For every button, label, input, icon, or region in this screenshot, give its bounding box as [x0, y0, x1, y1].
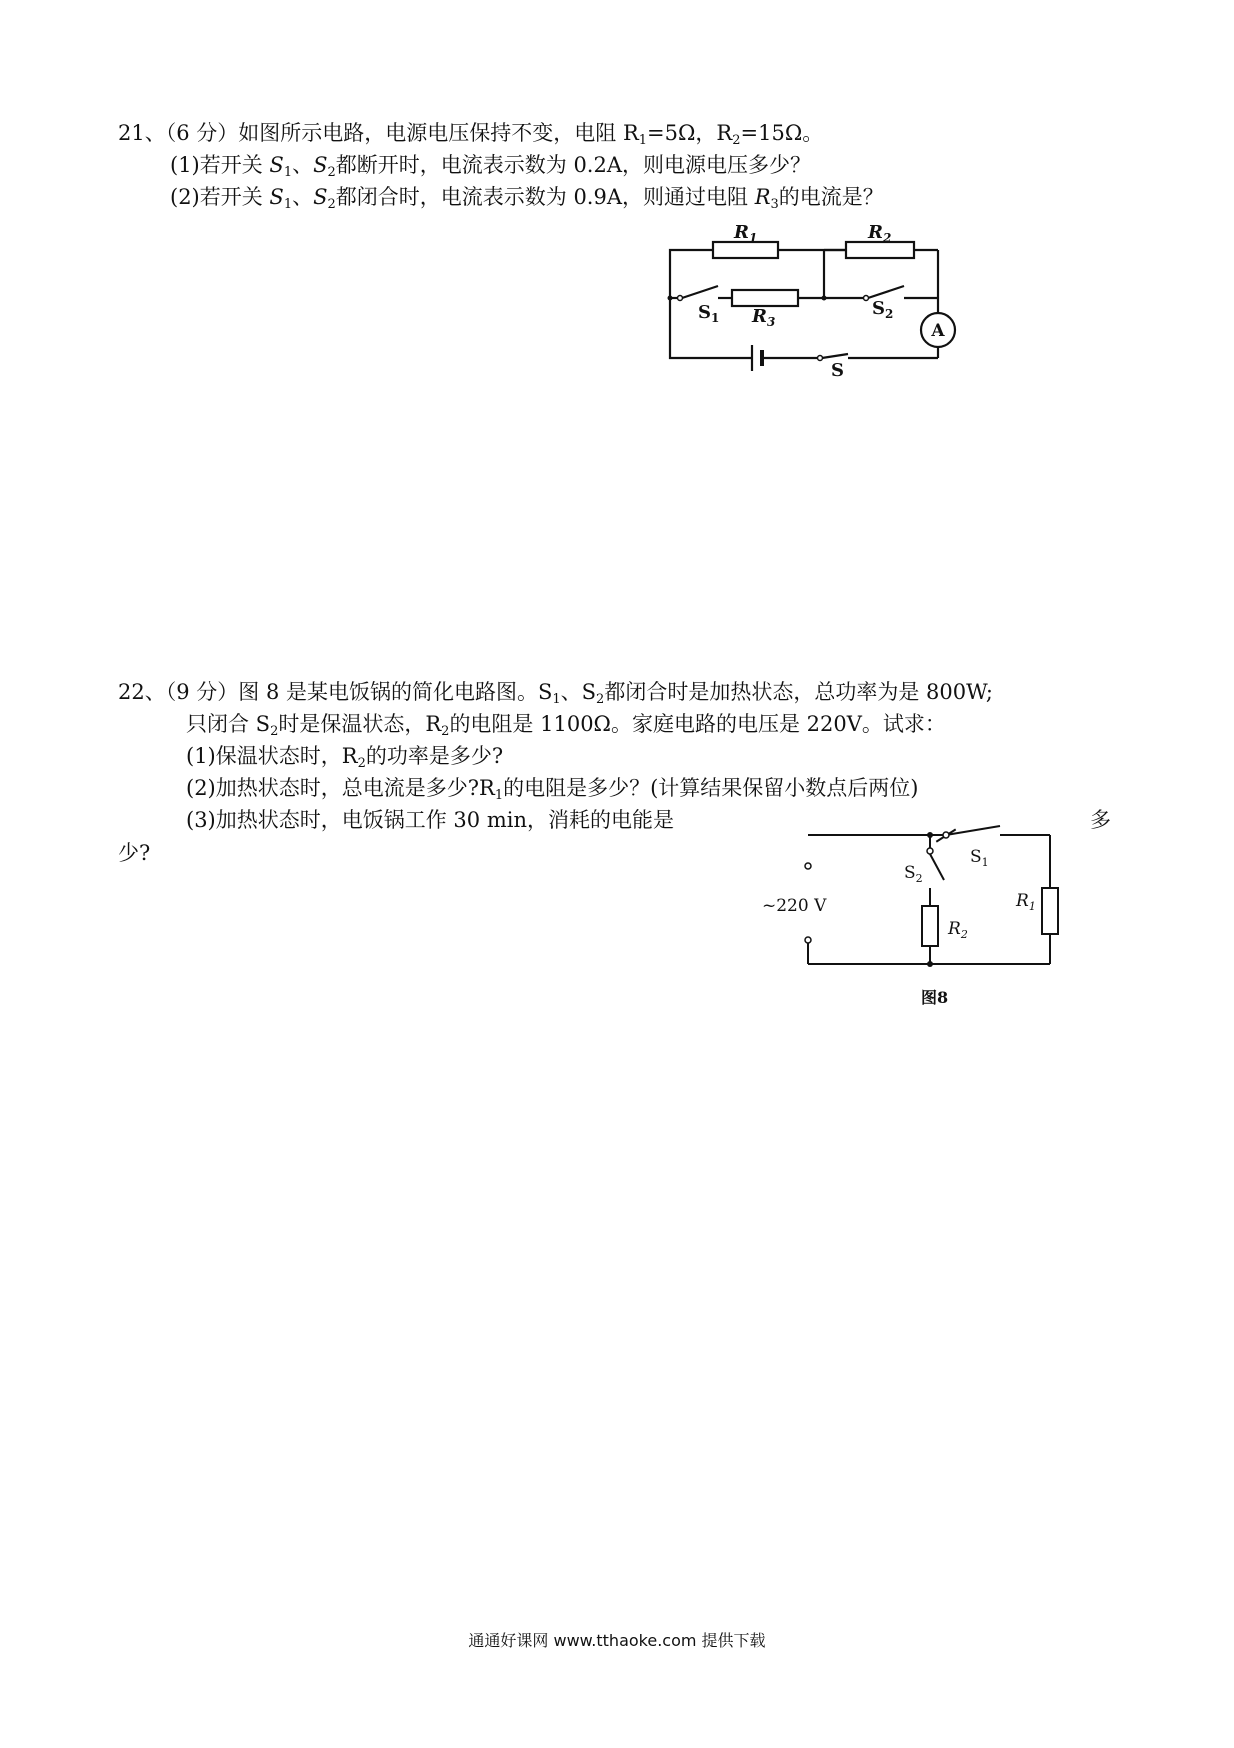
symbol: S [269, 185, 284, 209]
r1-label: $R_1$ [1016, 891, 1036, 913]
s1-label: $S_1$ [698, 302, 720, 325]
sub: 2 [732, 133, 741, 148]
q21-intro-b: =5Ω，R [647, 121, 733, 145]
text: 的电流是？ [778, 185, 884, 209]
sub: 1 [552, 692, 561, 707]
s2-label: $S_2$ [904, 863, 923, 885]
sub: 1 [283, 197, 293, 212]
text: 多 [1090, 808, 1111, 832]
sub: 2 [596, 692, 605, 707]
sub: 1 [283, 165, 293, 180]
q21-intro-a: （6 分）如图所示电路，电源电压保持不变，电阻 R [165, 121, 639, 145]
switch-contact [943, 832, 949, 838]
text: 的功率是多少? [365, 744, 504, 768]
text: (1)保温状态时，R [186, 744, 358, 768]
text: 、S [560, 680, 597, 704]
symbol: S [269, 153, 284, 177]
q21-number: 21、 [118, 121, 166, 145]
text: (2)若开关 [170, 185, 270, 209]
node-dot [927, 961, 933, 967]
text: (1)若开关 [170, 153, 270, 177]
s1-label: $S_1$ [970, 847, 989, 869]
q22-number: 22、 [118, 680, 166, 704]
sub: 2 [441, 724, 450, 739]
voltage-label: ~220 V [762, 896, 827, 916]
sub: 1 [638, 133, 648, 148]
r1-resistor [1042, 888, 1058, 934]
text: 都断开时，电流表示数为 0.2A，则电源电压多少？ [335, 153, 812, 177]
text: (3)加热状态时，电饭锅工作 30 min，消耗的电能是 [186, 808, 674, 832]
symbol: S [313, 185, 328, 209]
s2-switch-blade [930, 854, 944, 880]
sub: 3 [770, 197, 779, 212]
text: 时是保温状态，R [278, 712, 442, 736]
r3-label: $R_3$ [752, 306, 776, 329]
r2-label: $R_2$ [868, 222, 892, 245]
text: 的电阻是多少？(计算结果保留小数点后两位) [503, 776, 919, 800]
text: 少? [118, 841, 151, 865]
s-label: S [831, 360, 844, 381]
s2-label: $S_2$ [872, 298, 894, 321]
q21-intro-c: =15Ω。 [740, 121, 824, 145]
text: 都闭合时是加热状态，总功率为是 800W; [604, 680, 993, 704]
symbol: R [754, 185, 771, 209]
sub: 2 [357, 756, 366, 771]
text: 、 [292, 185, 314, 209]
text: (2)加热状态时，总电流是多少?R [186, 776, 495, 800]
symbol: S [313, 153, 328, 177]
footer-credit: 通通好课网 www.tthaoke.com 提供下载 [468, 1631, 766, 1650]
node-dot [927, 832, 933, 838]
terminal [805, 863, 811, 869]
terminal [805, 937, 811, 943]
text: 只闭合 S [186, 712, 271, 736]
text: 、 [292, 153, 314, 177]
ammeter-label: A [931, 321, 945, 341]
sub: 2 [327, 197, 336, 212]
switch-contact [927, 848, 933, 854]
text: 都闭合时，电流表示数为 0.9A，则通过电阻 [335, 185, 755, 209]
r2-label: $R_2$ [948, 919, 968, 941]
r1-label: $R_1$ [734, 222, 758, 245]
text: 的电阻是 1100Ω。家庭电路的电压是 220V。试求： [449, 712, 946, 736]
r2-resistor [922, 906, 938, 946]
text: （9 分）图 8 是某电饭锅的简化电路图。S [165, 680, 553, 704]
figure-caption: 图8 [921, 988, 949, 1007]
sub: 2 [327, 165, 336, 180]
sub: 2 [270, 724, 279, 739]
sub: 1 [494, 788, 504, 803]
